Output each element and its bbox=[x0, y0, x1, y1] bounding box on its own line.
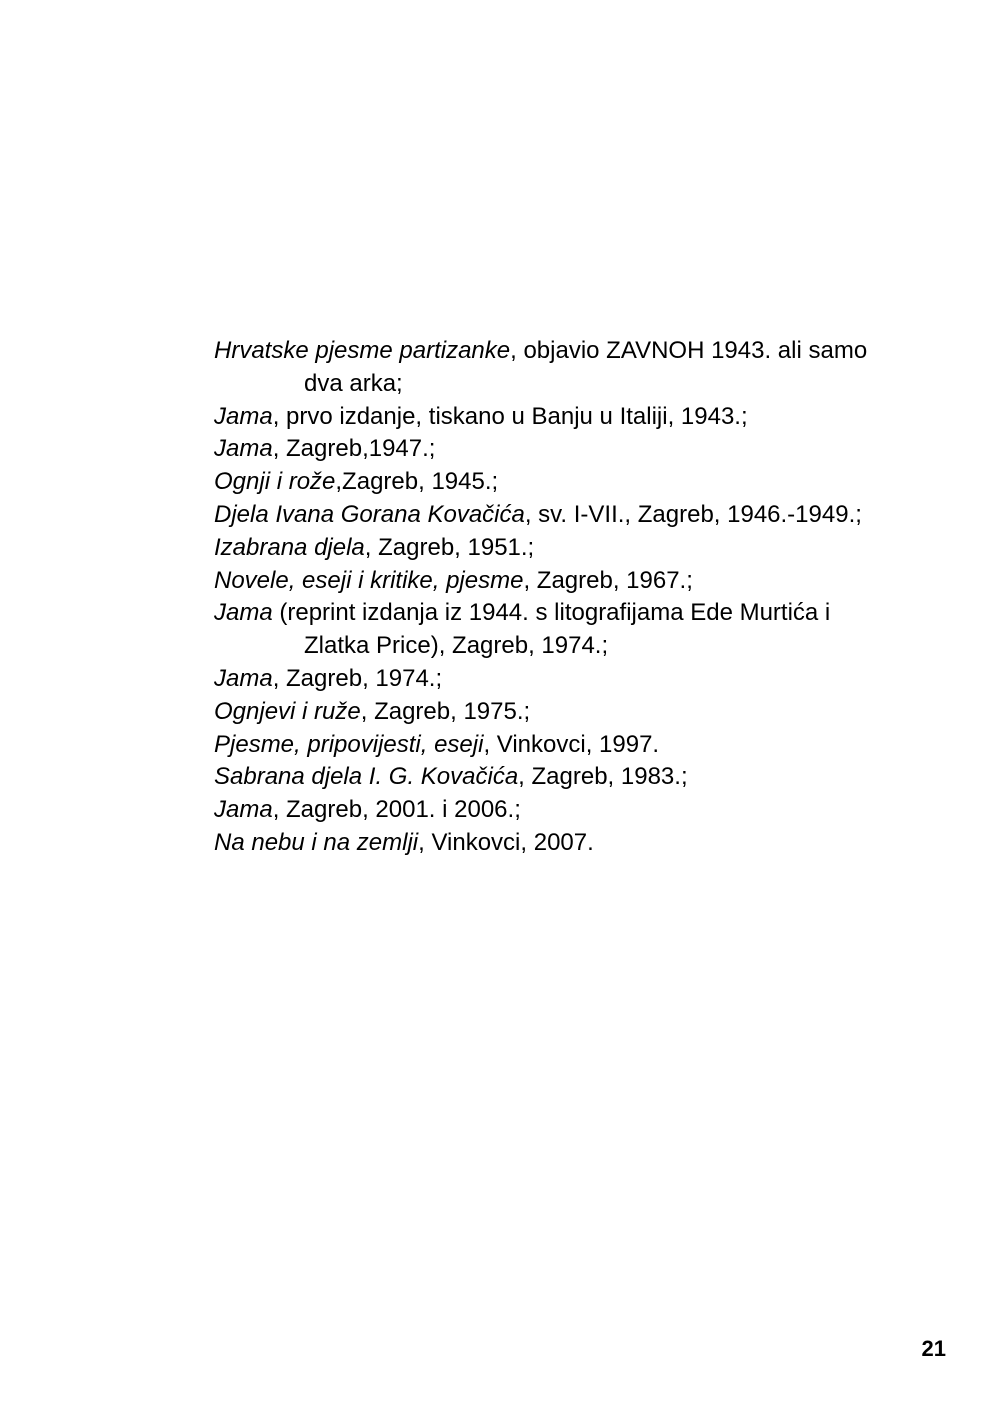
work-title: Novele, eseji i kritike, pjesme bbox=[214, 566, 524, 594]
publication-details: ,Zagreb, 1945.; bbox=[335, 468, 499, 496]
bibliography-entry bbox=[214, 499, 894, 532]
publication-details: , Zagreb, 1967.; bbox=[523, 566, 693, 594]
publication-details: , Zagreb, 1983.; bbox=[518, 763, 688, 791]
bibliography-entry bbox=[214, 794, 894, 827]
publication-details: , Zagreb, 1974.; bbox=[272, 664, 443, 692]
work-title: Sabrana djela I. G. Kovačića bbox=[214, 763, 519, 791]
work-title: Ognjevi i ruže bbox=[214, 697, 361, 725]
bibliography-entry bbox=[214, 827, 894, 860]
bibliography-entry bbox=[214, 433, 894, 466]
bibliography-entry bbox=[214, 335, 894, 401]
work-title: Pjesme, pripovijesti, eseji bbox=[214, 730, 484, 758]
bibliography-entry bbox=[214, 401, 894, 434]
bibliography-entry bbox=[214, 696, 894, 729]
publication-details: , Zagreb,1947.; bbox=[272, 435, 436, 463]
bibliography-entry bbox=[214, 565, 894, 598]
publication-details: , Vinkovci, 1997. bbox=[483, 730, 660, 758]
publication-details: , Zagreb, 1951.; bbox=[364, 533, 535, 561]
work-title: Izabrana djela bbox=[214, 533, 365, 561]
publication-details: , objavio ZAVNOH 1943. ali samo dva arka; bbox=[304, 337, 868, 397]
bibliography-list bbox=[214, 335, 894, 860]
publication-details: , Zagreb, 2001. i 2006.; bbox=[272, 796, 521, 824]
publication-details: (reprint izdanja iz 1944. s litografijama Ede Murtića i Zlatka Price), Zagreb, 1974.; bbox=[272, 599, 831, 660]
work-title: Jama bbox=[214, 599, 273, 627]
publication-details: , Vinkovci, 2007. bbox=[418, 828, 594, 856]
work-title: Na nebu i na zemlji bbox=[214, 828, 419, 856]
work-title: Jama bbox=[214, 664, 273, 692]
work-title: Jama bbox=[214, 435, 273, 463]
page-number: 21 bbox=[921, 1336, 946, 1361]
bibliography-entry bbox=[214, 729, 894, 762]
publication-details: , sv. I-VII., Zagreb, 1946.-1949.; bbox=[524, 500, 862, 528]
bibliography-entry bbox=[214, 466, 894, 499]
work-title: Djela Ivana Gorana Kovačića bbox=[214, 500, 525, 528]
bibliography-entry bbox=[214, 532, 894, 565]
bibliography-entry bbox=[214, 597, 894, 663]
work-title: Hrvatske pjesme partizanke bbox=[214, 337, 511, 364]
bibliography-entry bbox=[214, 663, 894, 696]
work-title: Jama bbox=[214, 796, 273, 824]
work-title: Ognji i rože bbox=[214, 468, 336, 496]
publication-details: , Zagreb, 1975.; bbox=[360, 697, 531, 725]
bibliography-entry bbox=[214, 761, 894, 794]
publication-details: , prvo izdanje, tiskano u Banju u Italiji, 1943.; bbox=[272, 402, 748, 430]
work-title: Jama bbox=[214, 402, 273, 430]
